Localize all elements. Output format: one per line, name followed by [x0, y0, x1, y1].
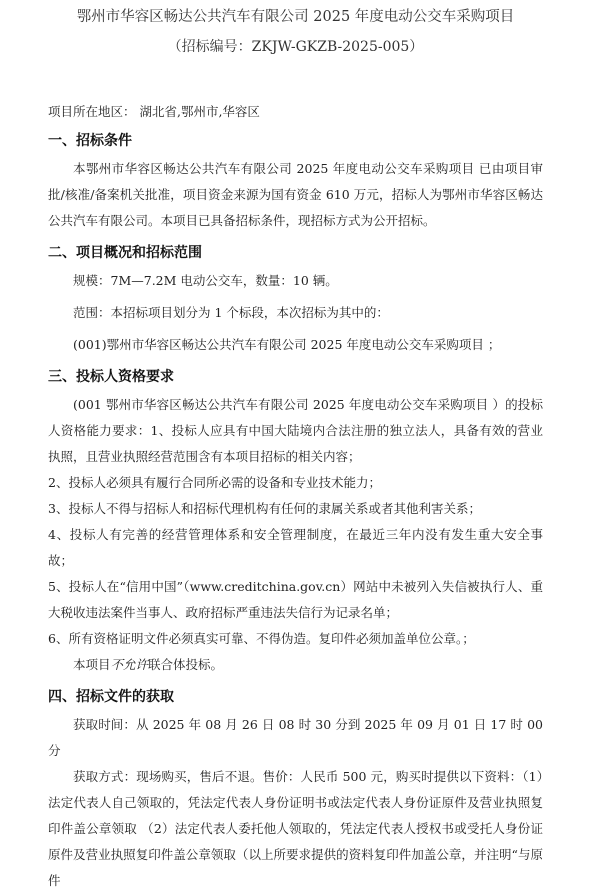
section-heading-obtain-documents: 四、招标文件的获取 — [48, 689, 174, 705]
qualification-item: 3、投标人不得与招标人和招标代理机构有任何的隶属关系或者其他利害关系； — [48, 501, 481, 516]
qualification-item: 2、投标人必须具有履行合同所必需的设备和专业技术能力； — [48, 475, 381, 490]
project-location: 项目所在地区： 湖北省,鄂州市,华容区 — [48, 104, 260, 119]
consortium-note-after: 联合体投标。 — [148, 657, 224, 672]
section-heading-bid-conditions: 一、招标条件 — [48, 133, 132, 149]
section-paragraph: (001)鄂州市华容区畅达公共汽车有限公司 2025 年度电动公交车采购项目 ； — [73, 337, 501, 352]
section-paragraph: 获取方式：现场购买，售后不退。售价：人民币 500 元，购买时提供以下资料：（1）法定代表人自己领取的，凭法定代表人身份证明书或法定代表人身份证原件及营业执照复印件盖公章领取 （2）法定代表人委托他人领取的，凭法定代表人授权书或受托人身份证原件及营业执照复印件盖公章领取（以上所要求提供的资料复印件加盖公章，并注明“与原件 — [48, 769, 543, 888]
section-paragraph: (001 鄂州市华容区畅达公共汽车有限公司 2025 年度电动公交车采购项目 ）的投标人资格能力要求：1、投标人应具有中国大陆境内合法注册的独立法人，具备有效的营业执照，且营业执照经营范围含有本项目招标的相关内容； — [48, 397, 543, 464]
qualification-item: 6、所有资格证明文件必须真实可靠、不得伪造。复印件必须加盖单位公章。； — [48, 631, 475, 646]
consortium-note-before: 本项目 — [73, 657, 111, 672]
section-heading-project-overview: 二、项目概况和招标范围 — [48, 245, 202, 261]
section-paragraph: 范围：本招标项目划分为 1 个标段，本次招标为其中的： — [73, 305, 389, 320]
section-heading-bidder-qualifications: 三、投标人资格要求 — [48, 369, 174, 385]
consortium-note-emphasis: 不允许 — [110, 657, 149, 672]
qualification-item: 4、投标人有完善的经营管理体系和安全管理制度，在最近三年内没有发生重大安全事故； — [48, 527, 543, 568]
qualification-item: 5、投标人在“信用中国”（www.creditchina.gov.cn）网站中未被列入失信被执行人、重大税收违法案件当事人、政府招标严重违法失信行为记录名单； — [48, 579, 543, 620]
document-title: 鄂州市华容区畅达公共汽车有限公司 2025 年度电动公交车采购项目 — [76, 9, 515, 25]
consortium-note — [48, 652, 543, 678]
section-paragraph: 获取时间：从 2025 年 08 月 26 日 08 时 30 分到 2025 年 09 月 01 日 17 时 00 分 — [48, 717, 543, 758]
bid-number: （招标编号：ZKJW-GKZB-2025-005） — [167, 39, 424, 55]
section-paragraph: 规模：7M—7.2M 电动公交车，数量：10 辆。 — [73, 273, 338, 288]
section-paragraph: 本鄂州市华容区畅达公共汽车有限公司 2025 年度电动公交车采购项目 已由项目审批/核准/备案机关批准，项目资金来源为国有资金 610 万元，招标人为鄂州市华容区畅达公共汽车有限公司。本项目已具备招标条件，现招标方式为公开招标。 — [48, 161, 543, 228]
